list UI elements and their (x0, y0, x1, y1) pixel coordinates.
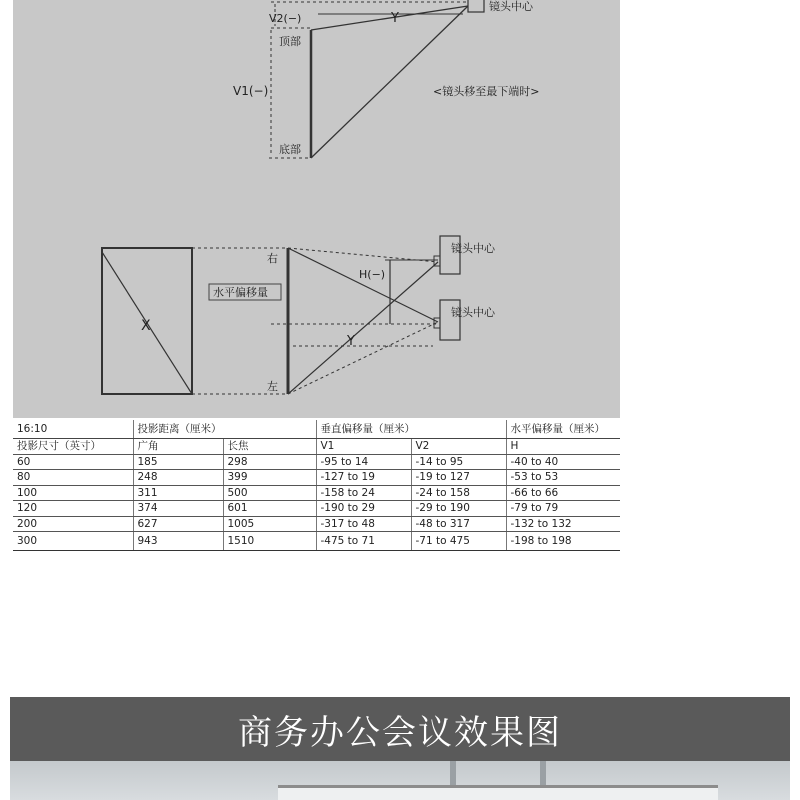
banner-title: 商务办公会议效果图 (238, 712, 562, 753)
lens-center-label-1: 镜头中心 (451, 242, 495, 255)
v2-cell: -71 to 475 (411, 532, 506, 551)
v1-label: V1(−) (233, 84, 269, 98)
h-cell: -198 to 198 (506, 532, 620, 551)
bottom-label: 底部 (279, 143, 301, 156)
table-row (13, 516, 620, 532)
h-cell: -40 to 40 (506, 454, 620, 470)
tele-header: 长焦 (223, 439, 316, 455)
table-row (13, 454, 620, 470)
v2-cell: -14 to 95 (411, 454, 506, 470)
bottom-ray-line (311, 6, 468, 158)
wide-cell: 627 (133, 516, 223, 532)
top-label: 顶部 (279, 35, 301, 48)
vertical-header: 垂直偏移量（厘米） (316, 420, 506, 439)
v1-cell: -317 to 48 (316, 516, 411, 532)
size-cell: 200 (13, 516, 133, 532)
ray-left-2 (288, 322, 438, 394)
size-cell: 100 (13, 485, 133, 501)
h-cell: -66 to 66 (506, 485, 620, 501)
tele-cell: 1005 (223, 516, 316, 532)
left-label: 左 (267, 380, 278, 393)
horizontal-shift-label: 水平偏移量 (213, 286, 268, 299)
wide-cell: 248 (133, 470, 223, 486)
table-header-row-1 (13, 420, 620, 439)
v2-cell: -24 to 158 (411, 485, 506, 501)
v1-cell: -475 to 71 (316, 532, 411, 551)
v2-label: V2(−) (269, 12, 302, 25)
horizontal-shift-diagram (102, 236, 460, 394)
h-cell: -79 to 79 (506, 501, 620, 517)
v2-cell: -29 to 190 (411, 501, 506, 517)
v1-cell: -127 to 19 (316, 470, 411, 486)
meeting-room-photo (10, 761, 790, 800)
size-cell: 300 (13, 532, 133, 551)
v1-cell: -158 to 24 (316, 485, 411, 501)
h-cell: -132 to 132 (506, 516, 620, 532)
tele-cell: 500 (223, 485, 316, 501)
ratio-cell: 16:10 (13, 420, 133, 439)
tele-cell: 399 (223, 470, 316, 486)
y-label-bottom: Y (347, 334, 355, 349)
lens-center-label-2: 镜头中心 (451, 306, 495, 319)
h-header: H (506, 439, 620, 455)
table-row (13, 485, 620, 501)
v1-cell: -95 to 14 (316, 454, 411, 470)
tele-cell: 601 (223, 501, 316, 517)
h-cell: -53 to 53 (506, 470, 620, 486)
horizontal-header: 水平偏移量（厘米） (506, 420, 620, 439)
y-label-top: Y (391, 11, 399, 26)
distance-header: 投影距离（厘米） (133, 420, 316, 439)
v2-cell: -19 to 127 (411, 470, 506, 486)
size-header: 投影尺寸（英寸） (13, 439, 133, 455)
wide-cell: 374 (133, 501, 223, 517)
v1-cell: -190 to 29 (316, 501, 411, 517)
table-row (13, 532, 620, 551)
lens-box-top (468, 0, 484, 12)
right-label: 右 (267, 252, 278, 265)
tele-cell: 1510 (223, 532, 316, 551)
table-row (13, 470, 620, 486)
ray-right-2 (288, 248, 438, 322)
size-cell: 120 (13, 501, 133, 517)
lens-center-label-top: 镜头中心 (489, 0, 533, 13)
table-header-row-2 (13, 439, 620, 455)
size-cell: 60 (13, 454, 133, 470)
wide-header: 广角 (133, 439, 223, 455)
v2-header: V2 (411, 439, 506, 455)
size-cell: 80 (13, 470, 133, 486)
tele-cell: 298 (223, 454, 316, 470)
lens-caption: <镜头移至最下端时> (433, 85, 540, 98)
wide-cell: 943 (133, 532, 223, 551)
x-label: X (141, 318, 151, 334)
table-row (13, 501, 620, 517)
projection-spec-table (13, 420, 620, 551)
projection-screen (278, 785, 718, 800)
section-banner (10, 697, 790, 761)
diagram-svg (13, 0, 620, 418)
h-label: H(−) (359, 268, 386, 281)
projection-diagram (13, 0, 620, 418)
v1-header: V1 (316, 439, 411, 455)
ray-left-1 (288, 262, 438, 394)
wide-cell: 185 (133, 454, 223, 470)
v2-cell: -48 to 317 (411, 516, 506, 532)
top-ray-line (311, 6, 468, 30)
wide-cell: 311 (133, 485, 223, 501)
